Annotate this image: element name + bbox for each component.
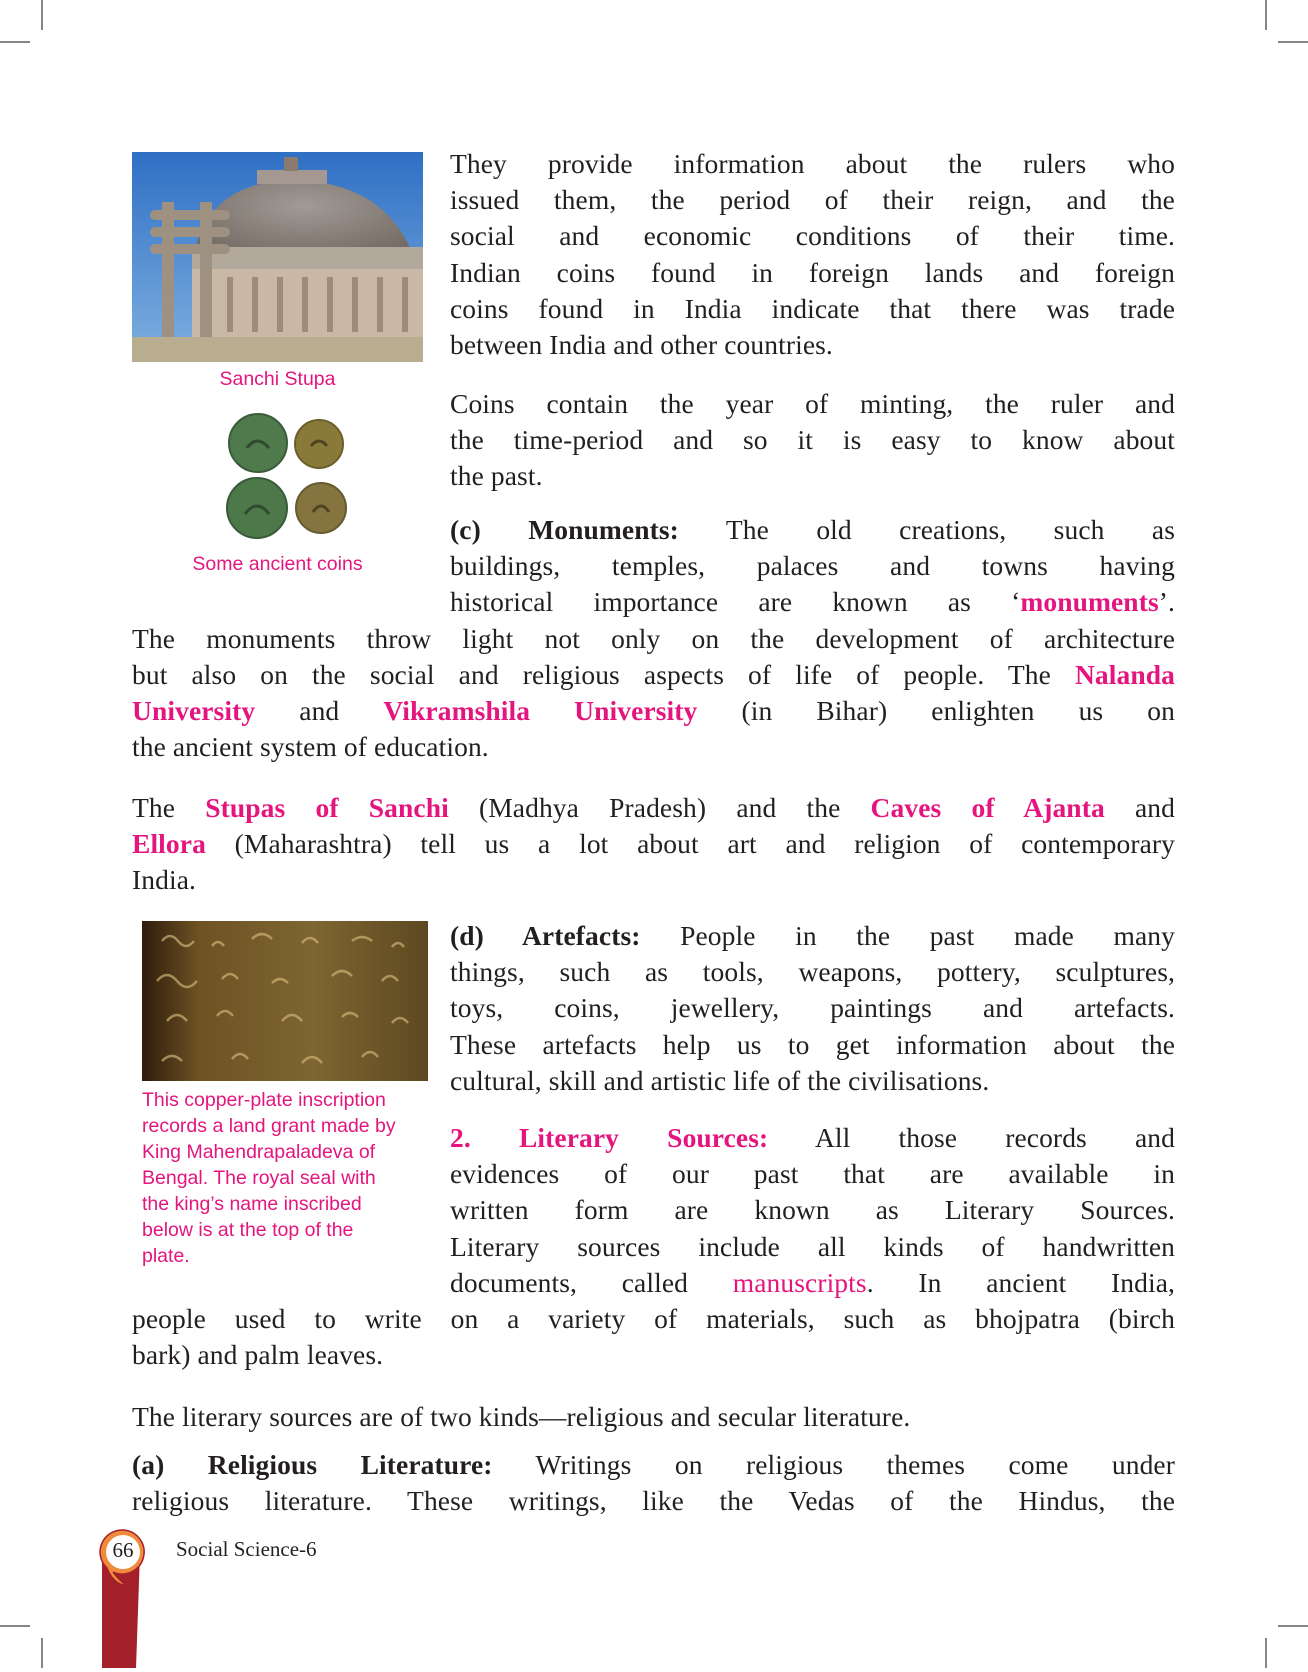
crop-mark bbox=[1278, 41, 1308, 43]
religious-literature-paragraph: (a) Religious Literature: Writings on religious themes come under religious literature. These writings, like the Vedas of the Hindus, the bbox=[132, 1449, 1175, 1517]
crop-mark bbox=[0, 41, 30, 43]
literary-sources-paragraph: 2. Literary Sources: All those records and evidences of our past that are available in written form are known as Literary Sources. Literary sources include all kinds of handwritten documents, called manuscripts. In ancient India, people used to write on a variety of materials, such as bhojpatra (birch bark) and palm leaves. bbox=[132, 1122, 1176, 1371]
page-number-badge bbox=[98, 1528, 148, 1668]
caption-line: below is at the top of the bbox=[142, 1219, 354, 1241]
caption-line: records a land grant made by bbox=[142, 1115, 396, 1137]
term-vikramshila: Vikramshila University bbox=[383, 695, 698, 727]
crop-mark bbox=[1278, 1625, 1308, 1627]
two-kinds-paragraph: The literary sources are of two kinds—religious and secular literature. bbox=[132, 1401, 911, 1432]
crop-mark bbox=[1265, 1638, 1267, 1668]
artefacts-heading: (d) Artefacts: bbox=[450, 920, 641, 951]
monuments-heading: (c) Monuments: bbox=[450, 514, 679, 545]
sanchi-stupa-image bbox=[132, 152, 423, 362]
crop-mark bbox=[41, 1638, 43, 1668]
ancient-coins-caption: Some ancient coins bbox=[192, 553, 363, 575]
page-number: 66 bbox=[112, 1538, 134, 1562]
crop-mark bbox=[0, 1625, 30, 1627]
coins-paragraph-1: They provide information about the rulers who issued them, the period of their reign, and the social and economic conditions of their time. Indian coins found in foreign lands and foreign coins found in India indicate that there was trade between India and other countries. bbox=[450, 148, 1175, 361]
crop-mark bbox=[1265, 0, 1267, 30]
crop-mark bbox=[41, 0, 43, 30]
sanchi-stupa-caption: Sanchi Stupa bbox=[219, 368, 336, 390]
copper-plate-image bbox=[142, 921, 428, 1081]
artefacts-paragraph: (d) Artefacts: People in the past made many things, such as tools, weapons, pottery, sculptures, toys, coins, jewellery, paintings and artefacts. These artefacts help us to get information about the cultural, skill and artistic life of the civilisations. bbox=[450, 920, 1175, 1096]
term-ellora: Ellora bbox=[132, 828, 206, 860]
caption-line: the king’s name inscribed bbox=[142, 1193, 362, 1215]
caption-line: Bengal. The royal seal with bbox=[142, 1167, 376, 1189]
term-stupas-of-sanchi: Stupas of Sanchi bbox=[205, 792, 449, 823]
term-monuments: monuments bbox=[1020, 586, 1159, 618]
book-title: Social Science-6 bbox=[176, 1537, 317, 1561]
caption-line: This copper-plate inscription bbox=[142, 1089, 386, 1111]
religious-literature-heading: (a) Religious Literature: bbox=[132, 1449, 493, 1480]
stupas-paragraph: The Stupas of Sanchi (Madhya Pradesh) and the Caves of Ajanta and Ellora (Maharashtra) tell us a lot about art and religion of contemporary India. bbox=[132, 792, 1175, 896]
monuments-paragraph: (c) Monuments: The old creations, such as buildings, temples, palaces and towns having historical importance are known as ‘monuments’. The monuments throw light not only on the development of architecture but also on the social and religious aspects of life of people. The Nalanda University and Vikramshila University (in Bihar) enlighten us on the ancient system of education. bbox=[132, 514, 1175, 763]
term-manuscripts: manuscripts bbox=[732, 1266, 867, 1298]
literary-sources-heading: 2. Literary Sources: bbox=[450, 1122, 769, 1153]
caption-line: King Mahendrapaladeva of bbox=[142, 1141, 376, 1163]
caption-line: plate. bbox=[142, 1245, 190, 1267]
term-caves-of-ajanta: Caves of Ajanta bbox=[870, 792, 1105, 823]
coins-paragraph-2: Coins contain the year of minting, the ruler and the time-period and so it is easy to know about the past. bbox=[450, 388, 1175, 492]
term-nalanda: Nalanda bbox=[1074, 658, 1175, 690]
